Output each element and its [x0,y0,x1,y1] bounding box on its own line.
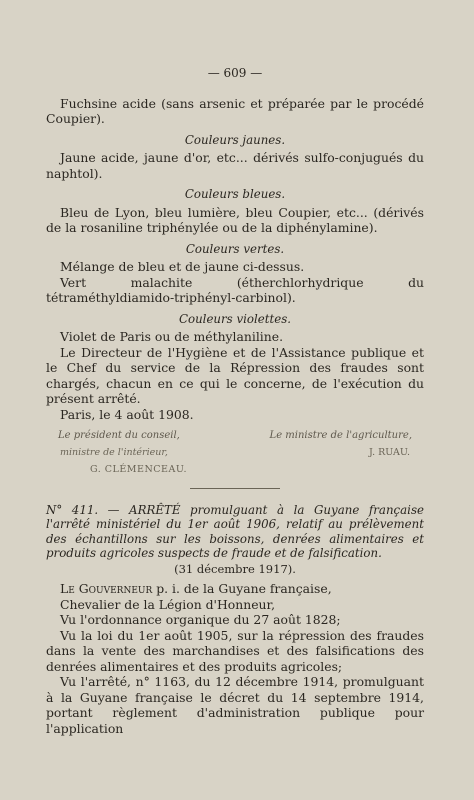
signature-right-name: J. RUAU. [369,446,410,458]
signature-second-row [46,445,424,461]
gouverneur-label: Le Gouverneur [60,581,153,597]
signature-right-title: Le ministre de l'agriculture, [269,430,412,441]
arrete-date: (31 décembre 1917). [174,561,296,576]
heading-couleurs-bleues: Couleurs bleues. [184,187,286,201]
heading-couleurs-violettes: Couleurs violettes. [178,311,292,326]
vu-loi: Vu la loi du 1er août 1905, sur la répression des fraudes dans la vente des marchandises et des falsifications des denrées alimentaires et des produits agricoles; [46,627,424,674]
page-text [46,66,424,736]
paragraph-violet: Violet de Paris ou de méthylaniline. [60,329,284,344]
vu-arrete: Vu l'arrêté, n° 1163, du 12 décembre 1914, promulguant à la Guyane française le décret du 14 septembre 1914, portant règlement d'administration publique pour l'application [46,674,424,736]
paragraph-directeur: Le Directeur de l'Hygiène et de l'Assistance publique et le Chef du service de la Répression des fraudes sont chargés, chacun en ce qui le concerne, de l'exécution du présent arrêté. [46,344,424,406]
page-number: — 609 — [207,66,263,80]
paragraph-vert-malachite: Vert malachite (étherchlorhydrique du tétraméthyldiamido-triphényl-carbinol). [46,274,424,305]
signature-left-role: ministre de l'intérieur, [60,446,168,458]
paragraph-date-paris: Paris, le 4 août 1908. [60,406,194,422]
paragraph-jaune: Jaune acide, jaune d'or, etc... dérivés sulfo-conjugués du naphtol). [46,150,424,181]
vu-ordonnance: Vu l'ordonnance organique du 27 août 1828; [60,612,341,628]
paragraph-melange: Mélange de bleu et de jaune ci-dessus. [60,259,305,274]
gouverneur-rest: p. i. de la Guyane française, [152,581,332,597]
signature-left-name: G. CLÉMENCEAU. [90,464,187,475]
paragraph-fuchsine: Fuchsine acide (sans arsenic et préparée par le procédé Coupier). [46,95,424,126]
chevalier-line: Chevalier de la Légion d'Honneur, [60,596,276,612]
gouverneur-line [46,581,424,597]
heading-couleurs-vertes: Couleurs vertes. [185,241,285,256]
separator-rule [190,488,280,489]
paragraph-bleu: Bleu de Lyon, bleu lumière, bleu Coupier, etc... (dérivés de la rosaniline triphénylée ou de la diphénylamine). [46,204,424,235]
signature-left-title: Le président du conseil, [58,430,180,441]
signature-titles [46,428,424,444]
arrete-title: N° 411. — ARRÊTÉ promulguant à la Guyane française l'arrêté ministériel du 1er août 1906, relatif au prélèvement des échantillons sur les boissons, denrées alimentaires et produits agricoles suspects de fraude et de falsification. [46,502,424,561]
heading-couleurs-jaunes: Couleurs jaunes. [184,132,286,147]
